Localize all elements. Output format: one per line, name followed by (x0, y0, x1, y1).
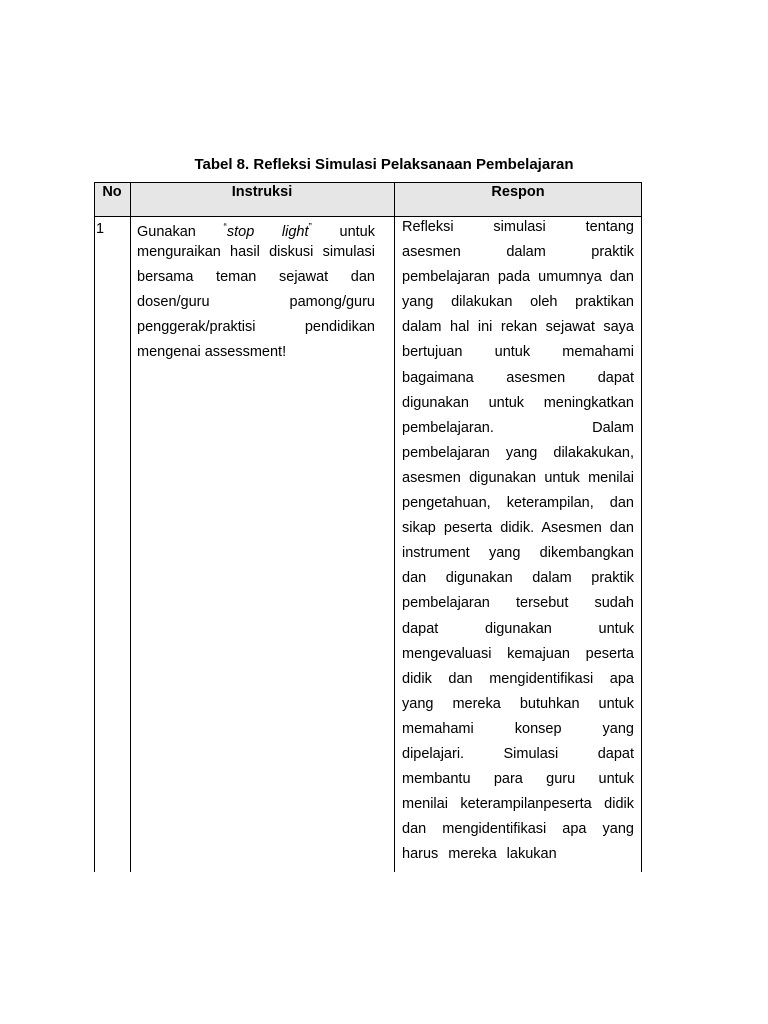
respon-line: bagaimana asesmen dapat (402, 369, 634, 386)
table-border-right (641, 182, 642, 872)
instruksi-line-1 (137, 215, 375, 240)
respon-line: asesmen dalam praktik (402, 244, 634, 261)
stop-light-phrase (224, 224, 312, 240)
respon-line: menilai keterampilanpeserta didik (402, 796, 634, 813)
quote-open: “ (223, 222, 227, 233)
respon-line: pembelajaran yang dilakakukan, (402, 444, 634, 461)
respon-line: pembelajaran pada umumnya dan (402, 269, 634, 286)
respon-line: dan digunakan dalam praktik (402, 570, 634, 587)
respon-line: instrument yang dikembangkan (402, 545, 634, 562)
instruksi-word-untuk: untuk (339, 223, 375, 240)
stop-light-emphasis: stop light (226, 223, 309, 240)
instruksi-line: penggerak/praktisi pendidikan (137, 319, 375, 336)
header-respon: Respon (491, 184, 545, 200)
instruksi-line: dosen/guru pamong/guru (137, 294, 375, 311)
respon-line: membantu para guru untuk (402, 771, 634, 788)
respon-line: dan mengidentifikasi apa yang (402, 821, 634, 838)
respon-line: asesmen digunakan untuk menilai (402, 469, 634, 486)
respon-line: bertujuan untuk memahami (402, 344, 634, 361)
respon-line: Refleksi simulasi tentang (402, 219, 634, 235)
instruksi-cell (137, 215, 375, 366)
header-instruksi: Instruksi (231, 184, 293, 200)
respon-line: dipelajari. Simulasi dapat (402, 745, 634, 762)
respon-line: pembelajaran. Dalam (402, 419, 634, 436)
quote-close: ” (308, 222, 312, 233)
table-border-left (94, 182, 95, 872)
respon-line: harus mereka lakukan (402, 846, 557, 863)
respon-line: didik dan mengidentifikasi apa (402, 670, 634, 687)
respon-line: dalam hal ini rekan sejawat saya (402, 319, 634, 336)
respon-line: memahami konsep yang (402, 720, 634, 737)
column-divider-2 (394, 182, 395, 872)
respon-line: digunakan untuk meningkatkan (402, 394, 634, 411)
header-no: No (102, 184, 122, 200)
respon-line: yang dilakukan oleh praktikan (402, 294, 634, 311)
respon-line: yang mereka butuhkan untuk (402, 695, 634, 712)
instruksi-line: menguraikan hasil diskusi simulasi (137, 244, 375, 261)
reflection-table (94, 182, 642, 872)
instruksi-line: bersama teman sejawat dan (137, 269, 375, 286)
table-caption: Tabel 8. Refleksi Simulasi Pelaksanaan Pembelajaran (194, 156, 574, 173)
row-number: 1 (96, 221, 105, 237)
respon-line: pengetahuan, keterampilan, dan (402, 495, 634, 512)
respon-cell (402, 215, 634, 867)
instruksi-line: mengenai assessment! (137, 344, 287, 361)
column-divider-1 (130, 182, 131, 872)
respon-line: dapat digunakan untuk (402, 620, 634, 637)
respon-line: sikap peserta didik. Asesmen dan (402, 520, 634, 537)
instruksi-word-gunakan: Gunakan (137, 223, 196, 240)
respon-line: pembelajaran tersebut sudah (402, 595, 634, 612)
respon-line: mengevaluasi kemajuan peserta (402, 645, 634, 662)
